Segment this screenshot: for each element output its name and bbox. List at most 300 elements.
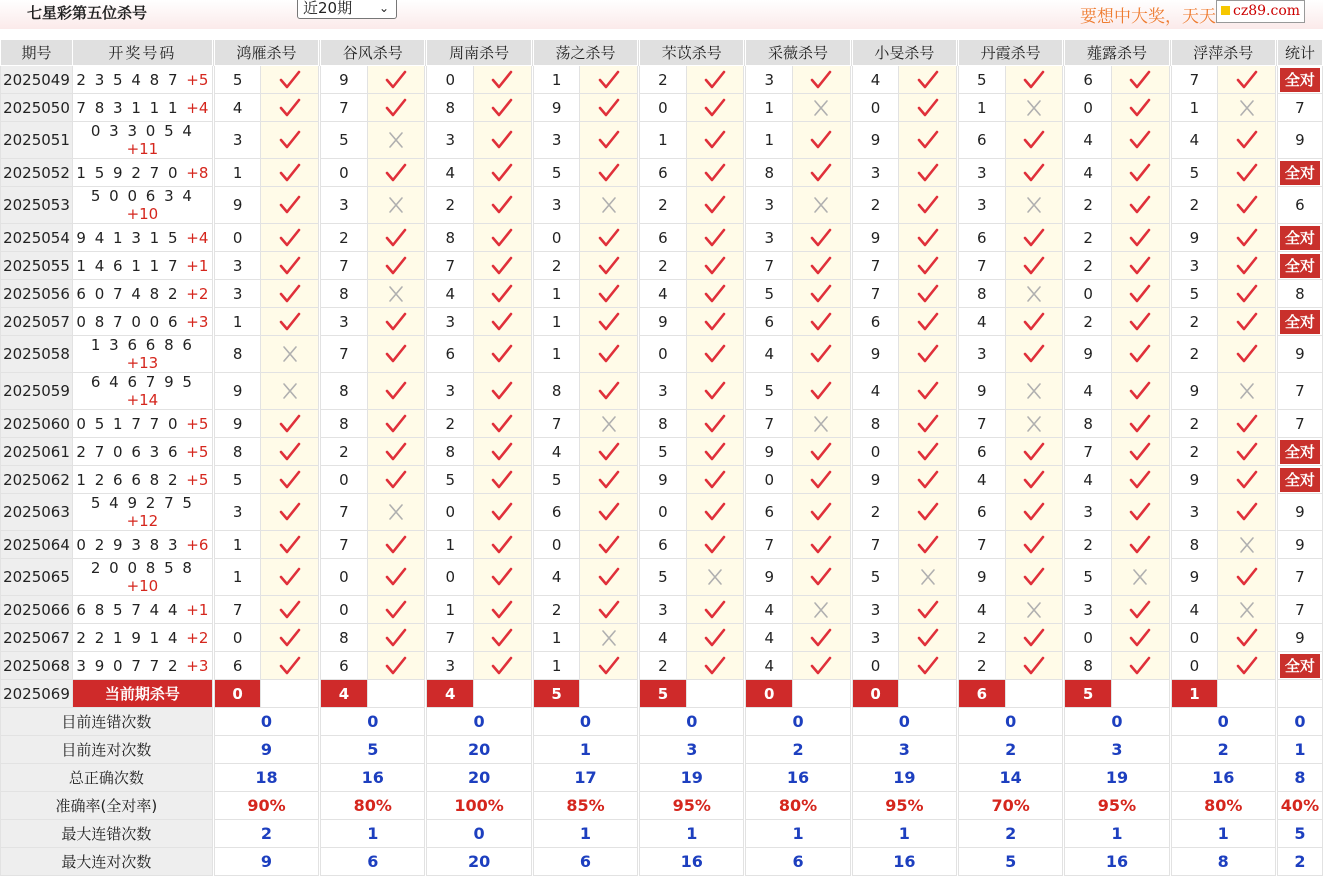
draw-extra-number: +10 — [126, 205, 159, 223]
kill-number-cell: 0 — [214, 624, 261, 652]
check-mark-icon — [899, 494, 957, 531]
kill-number-cell: 5 — [1171, 159, 1218, 187]
draw-numbers: 6 8 5 7 4 4 — [76, 600, 187, 619]
draw-extra-number: +1 — [186, 256, 209, 275]
draw-extra-number: +2 — [186, 628, 209, 647]
draw-numbers: 2 7 0 6 3 6 — [76, 442, 187, 461]
check-mark-icon — [899, 224, 957, 252]
draw-extra-number: +3 — [186, 656, 209, 675]
issue-cell: 2025055 — [1, 252, 73, 280]
kill-number-cell: 9 — [959, 559, 1006, 596]
summary-row — [1, 848, 1323, 876]
draw-numbers-cell — [72, 308, 212, 336]
check-mark-icon — [261, 410, 319, 438]
kill-number-cell: 6 — [640, 224, 687, 252]
issue-cell: 2025061 — [1, 438, 73, 466]
check-mark-icon — [580, 336, 638, 373]
kill-number-cell: 3 — [427, 373, 474, 410]
kill-number-cell: 8 — [1065, 410, 1112, 438]
draw-extra-number: +5 — [186, 70, 209, 89]
check-mark-icon — [899, 122, 957, 159]
draw-numbers-cell — [72, 466, 212, 494]
table-row — [1, 624, 1323, 652]
kill-number-cell: 1 — [214, 559, 261, 596]
draw-extra-number: +5 — [186, 414, 209, 433]
stat-cell: 7 — [1277, 559, 1322, 596]
check-mark-icon — [474, 410, 532, 438]
check-mark-icon — [1111, 94, 1169, 122]
summary-value: 18 — [214, 764, 318, 792]
cross-mark-icon — [686, 559, 744, 596]
stat-all-correct-badge: 全对 — [1280, 440, 1320, 464]
cross-mark-icon — [580, 187, 638, 224]
check-mark-icon — [686, 652, 744, 680]
check-mark-icon — [580, 252, 638, 280]
empty-cell — [793, 680, 851, 708]
site-badge[interactable] — [1216, 0, 1305, 23]
issue-cell: 2025063 — [1, 494, 73, 531]
check-mark-icon — [899, 624, 957, 652]
cross-mark-icon — [1218, 531, 1276, 559]
cross-mark-icon — [367, 187, 425, 224]
kill-number-cell: 0 — [427, 559, 474, 596]
check-mark-icon — [1218, 624, 1276, 652]
check-mark-icon — [899, 308, 957, 336]
check-mark-icon — [1111, 494, 1169, 531]
stat-cell — [1277, 308, 1322, 336]
check-mark-icon — [686, 308, 744, 336]
table-header-row — [1, 40, 1323, 66]
check-mark-icon — [899, 159, 957, 187]
summary-value: 1 — [533, 820, 637, 848]
kill-number-cell: 5 — [214, 66, 261, 94]
check-mark-icon — [686, 494, 744, 531]
kill-number-cell: 4 — [1065, 122, 1112, 159]
kill-number-cell: 0 — [533, 224, 580, 252]
issue-cell: 2025054 — [1, 224, 73, 252]
summary-value: 2 — [1171, 736, 1275, 764]
check-mark-icon — [793, 308, 851, 336]
check-mark-icon — [1005, 252, 1063, 280]
check-mark-icon — [899, 531, 957, 559]
kill-number-cell: 2 — [1171, 308, 1218, 336]
kill-number-cell: 3 — [1065, 596, 1112, 624]
current-kill-number: 5 — [1065, 680, 1112, 708]
kill-number-cell: 9 — [1171, 559, 1218, 596]
issue-cell: 2025059 — [1, 373, 73, 410]
kill-number-cell: 3 — [852, 624, 899, 652]
cross-mark-icon — [1005, 187, 1063, 224]
kill-number-cell: 2 — [640, 652, 687, 680]
check-mark-icon — [686, 187, 744, 224]
kill-number-cell: 3 — [214, 280, 261, 308]
kill-number-cell: 2 — [1065, 531, 1112, 559]
check-mark-icon — [1005, 224, 1063, 252]
stat-cell: 9 — [1277, 531, 1322, 559]
site-name: cz89.com — [1233, 3, 1301, 19]
kill-number-cell: 4 — [1171, 122, 1218, 159]
cross-mark-icon — [1005, 280, 1063, 308]
cross-mark-icon — [793, 94, 851, 122]
kill-number-cell: 3 — [1065, 494, 1112, 531]
summary-value: 17 — [533, 764, 637, 792]
summary-value: 16 — [640, 848, 744, 876]
summary-value: 9 — [214, 736, 318, 764]
current-issue-cell: 2025069 — [1, 680, 73, 708]
check-mark-icon — [1111, 336, 1169, 373]
table-row — [1, 252, 1323, 280]
table-row — [1, 596, 1323, 624]
check-mark-icon — [899, 252, 957, 280]
draw-numbers-cell — [72, 187, 212, 224]
kill-number-cell: 3 — [746, 187, 793, 224]
check-mark-icon — [261, 159, 319, 187]
kill-number-cell: 1 — [1171, 94, 1218, 122]
check-mark-icon — [1005, 336, 1063, 373]
kill-number-cell: 5 — [852, 559, 899, 596]
stat-cell: 9 — [1277, 494, 1322, 531]
check-mark-icon — [367, 438, 425, 466]
issue-cell: 2025057 — [1, 308, 73, 336]
summary-row — [1, 792, 1323, 820]
summary-value: 1 — [640, 820, 744, 848]
kill-number-cell: 3 — [1171, 494, 1218, 531]
stat-cell: 7 — [1277, 373, 1322, 410]
kill-number-cell: 4 — [427, 280, 474, 308]
cross-mark-icon — [367, 494, 425, 531]
kill-number-cell: 6 — [746, 308, 793, 336]
issue-cell: 2025062 — [1, 466, 73, 494]
kill-number-cell: 9 — [533, 94, 580, 122]
draw-numbers: 0 8 7 0 0 6 — [76, 312, 187, 331]
check-mark-icon — [1111, 308, 1169, 336]
kill-number-cell: 0 — [214, 224, 261, 252]
cross-mark-icon — [899, 559, 957, 596]
kill-number-cell: 8 — [321, 624, 368, 652]
kill-number-cell: 6 — [959, 438, 1006, 466]
check-mark-icon — [686, 159, 744, 187]
kill-number-cell: 0 — [852, 94, 899, 122]
kill-number-cell: 7 — [746, 410, 793, 438]
kill-number-cell: 4 — [852, 373, 899, 410]
check-mark-icon — [1218, 559, 1276, 596]
column-header-expert: 小旻杀号 — [852, 40, 956, 66]
page-title: 七星彩第五位杀号 — [27, 4, 148, 22]
summary-value: 2 — [214, 820, 318, 848]
stat-cell — [1277, 652, 1322, 680]
summary-value: 0 — [533, 708, 637, 736]
column-header-draw: 开奖号码 — [72, 40, 212, 66]
column-header-expert: 鸿雁杀号 — [214, 40, 318, 66]
current-kill-number: 0 — [746, 680, 793, 708]
summary-value: 20 — [427, 764, 531, 792]
check-mark-icon — [793, 66, 851, 94]
check-mark-icon — [580, 559, 638, 596]
kill-number-cell: 2 — [427, 410, 474, 438]
check-mark-icon — [1111, 624, 1169, 652]
summary-stat-value: 1 — [1277, 736, 1322, 764]
current-kill-number: 0 — [852, 680, 899, 708]
stat-cell — [1277, 252, 1322, 280]
summary-value: 16 — [1171, 764, 1275, 792]
draw-numbers: 2 0 0 8 5 8 — [90, 559, 194, 577]
kill-number-cell: 9 — [1171, 466, 1218, 494]
table-row — [1, 652, 1323, 680]
cross-mark-icon — [1218, 373, 1276, 410]
draw-extra-number: +8 — [186, 163, 209, 182]
check-mark-icon — [261, 494, 319, 531]
check-mark-icon — [367, 559, 425, 596]
draw-numbers: 3 9 0 7 7 2 — [76, 656, 187, 675]
kill-number-cell: 8 — [427, 438, 474, 466]
cross-mark-icon — [793, 410, 851, 438]
check-mark-icon — [686, 438, 744, 466]
cross-mark-icon — [367, 280, 425, 308]
kill-number-cell: 4 — [1065, 159, 1112, 187]
kill-number-cell: 1 — [640, 122, 687, 159]
empty-cell — [367, 680, 425, 708]
draw-extra-number: +1 — [186, 600, 209, 619]
kill-number-cell: 1 — [214, 159, 261, 187]
kill-number-cell: 8 — [852, 410, 899, 438]
kill-number-cell: 9 — [214, 187, 261, 224]
kill-number-cell: 9 — [1065, 336, 1112, 373]
check-mark-icon — [474, 280, 532, 308]
draw-numbers-cell — [72, 373, 212, 410]
check-mark-icon — [580, 438, 638, 466]
check-mark-icon — [1218, 159, 1276, 187]
kill-number-cell: 2 — [640, 66, 687, 94]
column-header-expert: 荡之杀号 — [533, 40, 637, 66]
check-mark-icon — [580, 373, 638, 410]
stat-all-correct-badge: 全对 — [1280, 254, 1320, 278]
cross-mark-icon — [261, 373, 319, 410]
kill-number-cell: 3 — [321, 187, 368, 224]
kill-number-cell: 9 — [640, 466, 687, 494]
draw-numbers: 6 0 7 4 8 2 — [76, 284, 187, 303]
check-mark-icon — [367, 410, 425, 438]
kill-number-cell: 2 — [1171, 438, 1218, 466]
check-mark-icon — [1111, 438, 1169, 466]
check-mark-icon — [261, 308, 319, 336]
kill-number-cell: 2 — [852, 494, 899, 531]
kill-number-cell: 8 — [959, 280, 1006, 308]
draw-extra-number: +3 — [186, 312, 209, 331]
kill-number-cell: 5 — [427, 466, 474, 494]
table-row — [1, 410, 1323, 438]
draw-numbers-cell — [72, 252, 212, 280]
kill-number-cell: 2 — [1065, 224, 1112, 252]
stat-cell: 7 — [1277, 596, 1322, 624]
kill-number-cell: 1 — [427, 531, 474, 559]
kill-number-cell: 9 — [746, 438, 793, 466]
kill-number-cell: 5 — [640, 559, 687, 596]
kill-number-cell: 1 — [214, 531, 261, 559]
check-mark-icon — [580, 159, 638, 187]
stat-cell: 6 — [1277, 187, 1322, 224]
summary-label: 准确率(全对率) — [1, 792, 213, 820]
cross-mark-icon — [580, 410, 638, 438]
summary-value: 3 — [852, 736, 956, 764]
draw-numbers-cell — [72, 410, 212, 438]
summary-row — [1, 708, 1323, 736]
check-mark-icon — [1218, 494, 1276, 531]
kill-number-cell: 2 — [959, 624, 1006, 652]
check-mark-icon — [261, 224, 319, 252]
issue-cell: 2025065 — [1, 559, 73, 596]
check-mark-icon — [793, 373, 851, 410]
kill-number-cell: 1 — [959, 94, 1006, 122]
summary-label: 最大连对次数 — [1, 848, 213, 876]
check-mark-icon — [793, 159, 851, 187]
check-mark-icon — [1005, 494, 1063, 531]
check-mark-icon — [367, 252, 425, 280]
kill-number-cell: 0 — [852, 438, 899, 466]
kill-number-cell: 7 — [959, 252, 1006, 280]
kill-number-cell: 4 — [427, 159, 474, 187]
draw-numbers: 2 2 1 9 1 4 — [76, 628, 187, 647]
summary-value: 100% — [427, 792, 531, 820]
draw-numbers-cell — [72, 438, 212, 466]
kill-number-cell: 0 — [640, 336, 687, 373]
stat-all-correct-badge: 全对 — [1280, 654, 1320, 678]
summary-value: 1 — [321, 820, 425, 848]
draw-extra-number: +6 — [186, 535, 209, 554]
draw-numbers: 5 0 0 6 3 4 — [90, 187, 194, 205]
check-mark-icon — [580, 308, 638, 336]
check-mark-icon — [793, 122, 851, 159]
table-row — [1, 438, 1323, 466]
kill-number-cell: 3 — [427, 652, 474, 680]
check-mark-icon — [686, 596, 744, 624]
check-mark-icon — [367, 466, 425, 494]
summary-value: 0 — [746, 708, 850, 736]
kill-number-cell: 9 — [852, 224, 899, 252]
summary-value: 95% — [640, 792, 744, 820]
summary-value: 0 — [852, 708, 956, 736]
draw-numbers-cell — [72, 159, 212, 187]
current-kill-number: 4 — [321, 680, 368, 708]
summary-value: 0 — [321, 708, 425, 736]
kill-number-cell: 4 — [533, 438, 580, 466]
check-mark-icon — [261, 652, 319, 680]
check-mark-icon — [899, 466, 957, 494]
kill-number-cell: 6 — [959, 494, 1006, 531]
summary-value: 19 — [852, 764, 956, 792]
summary-value: 9 — [214, 848, 318, 876]
draw-numbers-cell — [72, 531, 212, 559]
summary-value: 6 — [746, 848, 850, 876]
kill-number-cell: 4 — [214, 94, 261, 122]
draw-extra-number: +13 — [126, 354, 159, 372]
check-mark-icon — [367, 652, 425, 680]
check-mark-icon — [367, 308, 425, 336]
summary-value: 95% — [1065, 792, 1169, 820]
kill-number-cell: 9 — [852, 122, 899, 159]
summary-value: 0 — [959, 708, 1063, 736]
check-mark-icon — [1111, 373, 1169, 410]
summary-value: 19 — [1065, 764, 1169, 792]
kill-number-cell: 7 — [746, 531, 793, 559]
check-mark-icon — [686, 66, 744, 94]
kill-number-cell: 7 — [1065, 438, 1112, 466]
kill-number-cell: 0 — [852, 652, 899, 680]
empty-cell — [686, 680, 744, 708]
kill-number-cell: 0 — [1065, 94, 1112, 122]
check-mark-icon — [1218, 438, 1276, 466]
check-mark-icon — [1111, 159, 1169, 187]
draw-numbers-cell — [72, 494, 212, 531]
kill-number-cell: 8 — [746, 159, 793, 187]
column-header-issue: 期号 — [1, 40, 73, 66]
kill-number-cell: 8 — [1065, 652, 1112, 680]
cross-mark-icon — [580, 624, 638, 652]
check-mark-icon — [1111, 66, 1169, 94]
kill-number-cell: 9 — [1171, 224, 1218, 252]
kill-number-cell: 0 — [746, 466, 793, 494]
issue-cell: 2025058 — [1, 336, 73, 373]
kill-number-cell: 5 — [533, 466, 580, 494]
summary-value: 3 — [1065, 736, 1169, 764]
check-mark-icon — [1218, 187, 1276, 224]
check-mark-icon — [1218, 336, 1276, 373]
draw-numbers: 7 8 3 1 1 1 — [76, 98, 187, 117]
check-mark-icon — [474, 559, 532, 596]
kill-number-cell: 3 — [959, 187, 1006, 224]
period-select[interactable] — [297, 0, 397, 19]
summary-value: 5 — [959, 848, 1063, 876]
table-row — [1, 159, 1323, 187]
check-mark-icon — [1111, 466, 1169, 494]
check-mark-icon — [1111, 652, 1169, 680]
check-mark-icon — [686, 466, 744, 494]
cross-mark-icon — [1111, 559, 1169, 596]
summary-value: 6 — [533, 848, 637, 876]
draw-numbers: 9 4 1 3 1 5 — [76, 228, 187, 247]
marquee-text[interactable]: 要想中大奖，天天 — [1080, 7, 1216, 27]
table-row — [1, 559, 1323, 596]
kill-number-cell: 2 — [1171, 336, 1218, 373]
summary-value: 1 — [746, 820, 850, 848]
kill-number-cell: 8 — [321, 280, 368, 308]
issue-cell: 2025052 — [1, 159, 73, 187]
summary-value: 0 — [1171, 708, 1275, 736]
check-mark-icon — [580, 531, 638, 559]
empty-cell — [261, 680, 319, 708]
check-mark-icon — [686, 224, 744, 252]
summary-label: 目前连错次数 — [1, 708, 213, 736]
stat-all-correct-badge: 全对 — [1280, 310, 1320, 334]
cross-mark-icon — [1218, 596, 1276, 624]
stat-all-correct-badge: 全对 — [1280, 68, 1320, 92]
empty-cell — [899, 680, 957, 708]
kill-number-cell: 3 — [746, 66, 793, 94]
summary-value: 14 — [959, 764, 1063, 792]
check-mark-icon — [1005, 466, 1063, 494]
kill-number-cell: 0 — [1065, 280, 1112, 308]
kill-number-cell: 0 — [321, 466, 368, 494]
table-row — [1, 531, 1323, 559]
check-mark-icon — [474, 66, 532, 94]
check-mark-icon — [474, 373, 532, 410]
kill-number-cell: 6 — [746, 494, 793, 531]
check-mark-icon — [474, 224, 532, 252]
kill-number-cell: 4 — [746, 624, 793, 652]
check-mark-icon — [1218, 652, 1276, 680]
check-mark-icon — [1005, 159, 1063, 187]
check-mark-icon — [1111, 187, 1169, 224]
empty-cell — [1005, 680, 1063, 708]
